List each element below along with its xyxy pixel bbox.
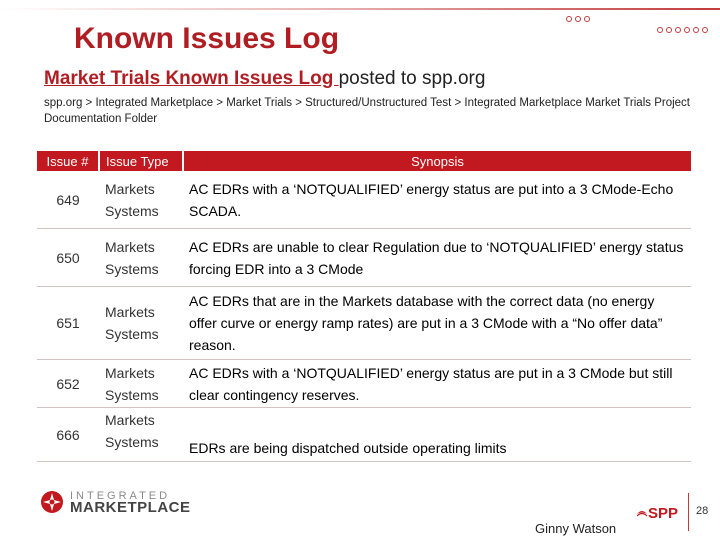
spp-arrow-icon bbox=[636, 508, 648, 520]
marketplace-emblem-icon bbox=[40, 490, 64, 514]
issue-type: Markets Systems bbox=[99, 360, 183, 408]
column-header-issue-type: Issue Type bbox=[99, 151, 183, 171]
issue-synopsis: EDRs are being dispatched outside operating limits bbox=[183, 408, 691, 462]
page-number: 28 bbox=[696, 505, 709, 517]
decorative-dots-right bbox=[657, 27, 708, 33]
table-row bbox=[37, 229, 691, 287]
issue-number: 649 bbox=[37, 171, 99, 229]
top-decorative-line bbox=[0, 8, 720, 10]
table-row bbox=[37, 360, 691, 408]
issue-synopsis: AC EDRs with a ‘NOTQUALIFIED’ energy status are put in a 3 CMode but still clear contingency reserves. bbox=[183, 360, 691, 408]
footer-divider bbox=[688, 493, 689, 531]
issue-number: 652 bbox=[37, 360, 99, 408]
integrated-marketplace-logo bbox=[40, 490, 191, 514]
issue-number: 651 bbox=[37, 287, 99, 360]
subtitle-text: posted to spp.org bbox=[338, 68, 486, 89]
issue-synopsis: AC EDRs that are in the Markets database with the correct data (no energy offer curve or energy ramp rates) are put in a 3 CMode with a “No offer data” reason. bbox=[183, 287, 691, 360]
issue-type: Markets Systems bbox=[99, 229, 183, 287]
author-name: Ginny Watson bbox=[535, 521, 617, 536]
issue-type: Markets Systems bbox=[99, 408, 183, 462]
spp-logo bbox=[636, 505, 678, 522]
spp-logo-text: SPP bbox=[648, 505, 679, 522]
breadcrumb: spp.org > Integrated Marketplace > Market Trials > Structured/Unstructured Test > Integrated Marketplace Market Trials Project Documentation Folder bbox=[44, 97, 690, 125]
known-issues-table bbox=[37, 151, 691, 462]
column-header-issue-number: Issue # bbox=[37, 151, 99, 171]
decorative-dots-top bbox=[566, 16, 590, 22]
logo-line-marketplace: MARKETPLACE bbox=[70, 499, 191, 516]
slide-subtitle bbox=[44, 68, 485, 90]
known-issues-log-link[interactable]: Market Trials Known Issues Log bbox=[44, 68, 339, 89]
table-row bbox=[37, 171, 691, 229]
table-header-row bbox=[37, 151, 691, 171]
table-row bbox=[37, 287, 691, 360]
table-row bbox=[37, 408, 691, 462]
column-header-synopsis: Synopsis bbox=[183, 151, 691, 171]
issue-synopsis: AC EDRs with a ‘NOTQUALIFIED’ energy status are put into a 3 CMode-Echo SCADA. bbox=[183, 171, 691, 229]
issue-synopsis: AC EDRs are unable to clear Regulation due to ‘NOTQUALIFIED’ energy status forcing EDR into a 3 CMode bbox=[183, 229, 691, 287]
issue-type: Markets Systems bbox=[99, 171, 183, 229]
issue-type: Markets Systems bbox=[99, 287, 183, 360]
issue-number: 666 bbox=[37, 408, 99, 462]
issue-number: 650 bbox=[37, 229, 99, 287]
logo-line-integrated: INTEGRATED bbox=[70, 490, 171, 502]
slide-title: Known Issues Log bbox=[74, 22, 340, 55]
